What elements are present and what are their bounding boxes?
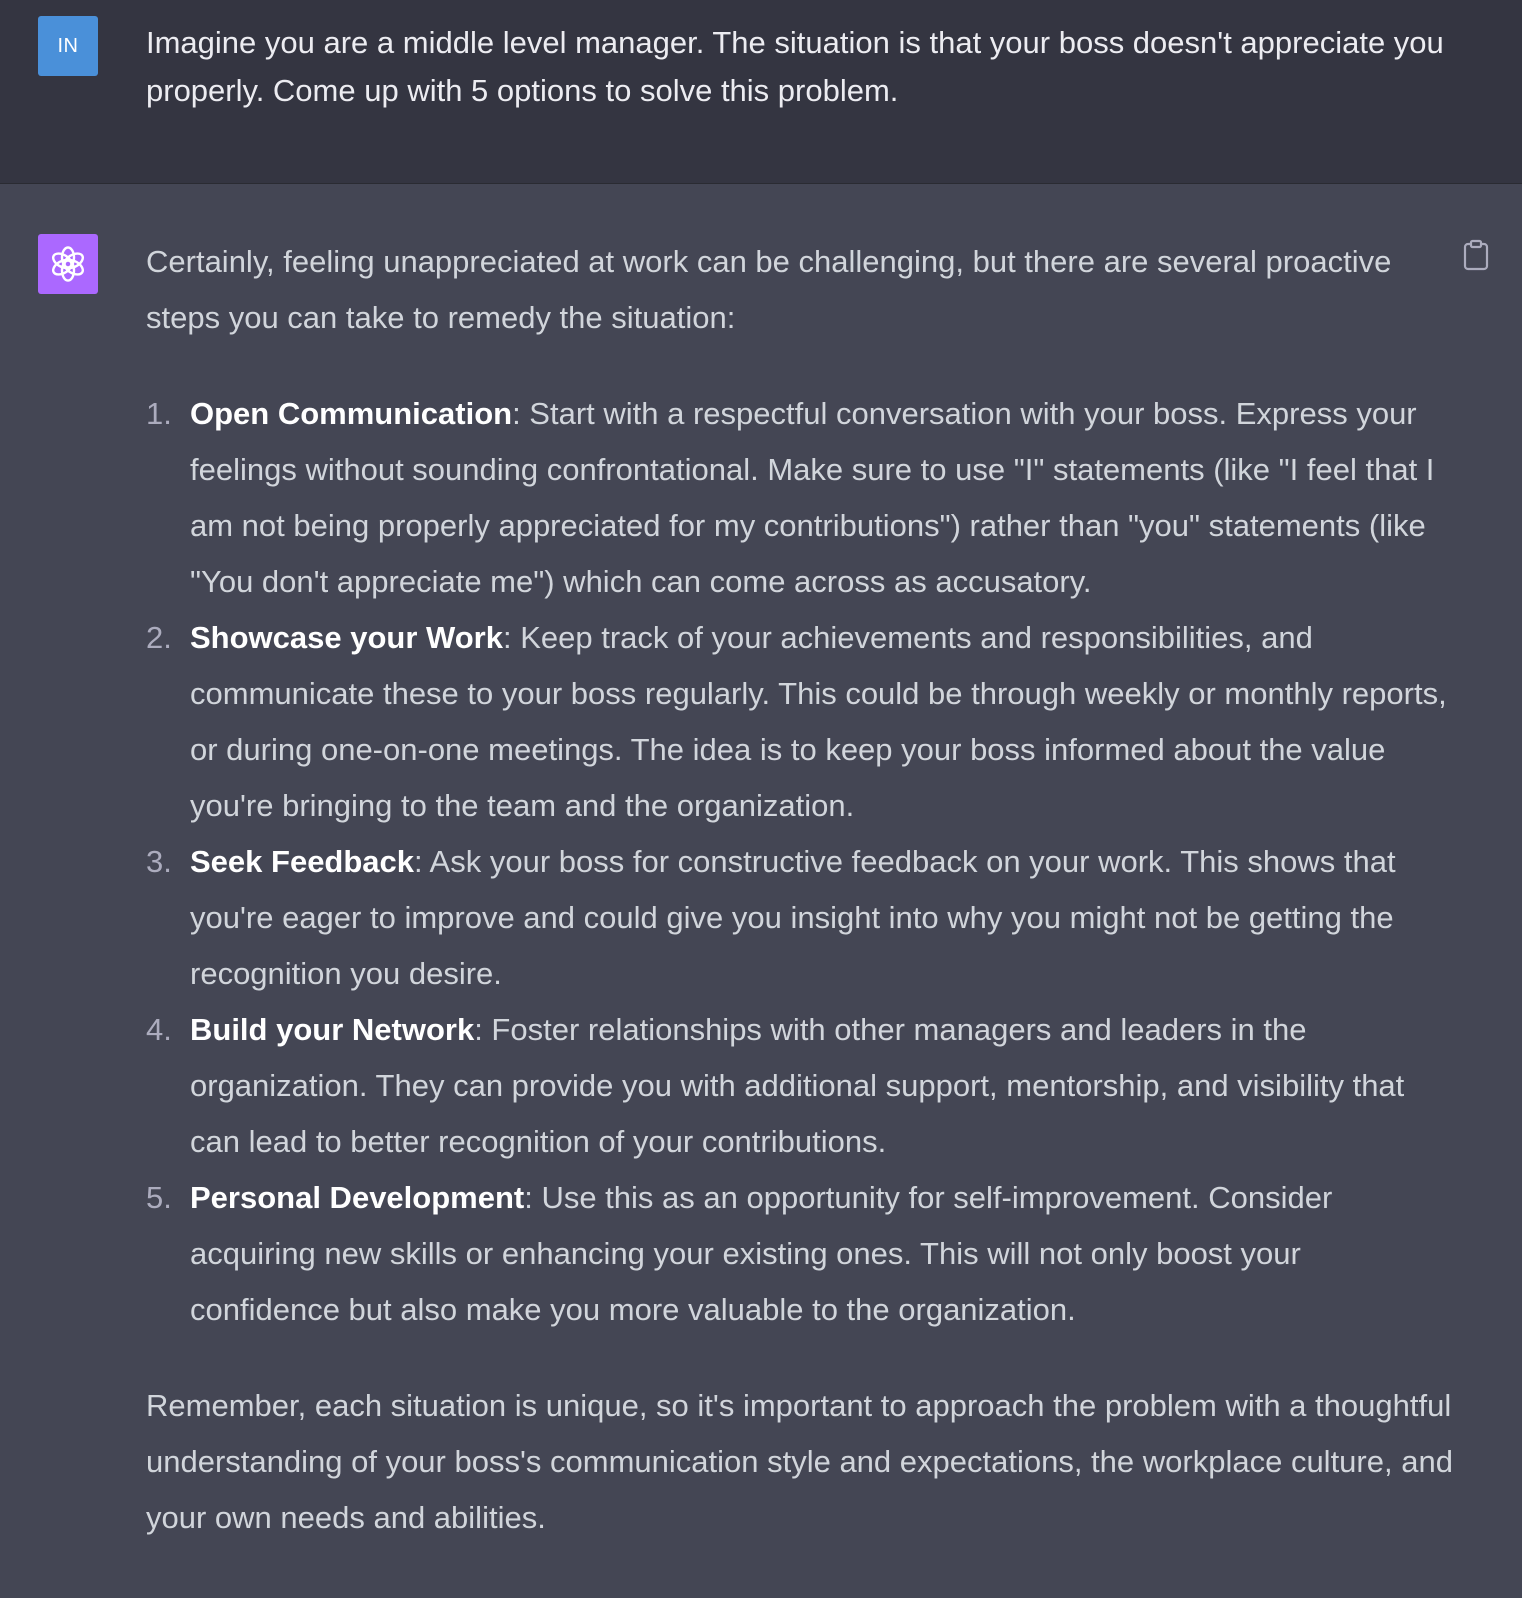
response-intro: Certainly, feeling unappreciated at work can be challenging, but there are several proactive steps you can take to remedy the situation:	[146, 244, 1392, 335]
item-number: 3.	[146, 844, 172, 879]
item-text: : Foster relationships with other managers and leaders in the organization. They can provide you with additional support, mentorship, and visibility that can lead to better recognition of your contributions.	[190, 1012, 1405, 1159]
openai-logo-icon	[48, 244, 88, 284]
item-number: 1.	[146, 396, 172, 431]
assistant-message	[0, 184, 1522, 1598]
assistant-response	[146, 234, 1456, 1546]
item-text: : Use this as an opportunity for self-improvement. Consider acquiring new skills or enhancing your existing ones. This will not only boost your confidence but also make you more valuable to the organization.	[190, 1180, 1333, 1327]
item-title: Open Communication	[190, 396, 513, 431]
item-number: 4.	[146, 1012, 172, 1047]
options-list	[146, 386, 1456, 1338]
item-number: 2.	[146, 620, 172, 655]
copy-button[interactable]	[1460, 238, 1492, 272]
list-item	[146, 610, 1456, 834]
user-avatar: IN	[38, 16, 98, 76]
list-item	[146, 1002, 1456, 1170]
item-text: : Keep track of your achievements and responsibilities, and communicate these to your boss regularly. This could be through weekly or monthly reports, or during one-on-one meetings. The idea is to keep your boss informed about the value you're bringing to the team and the organization.	[190, 620, 1447, 823]
item-title: Showcase your Work	[190, 620, 503, 655]
assistant-avatar	[38, 234, 98, 294]
list-item	[146, 834, 1456, 1002]
user-message-text: Imagine you are a middle level manager. The situation is that your boss doesn't appreciate you properly. Come up with 5 options to solve this problem.	[146, 25, 1444, 108]
list-item	[146, 386, 1456, 610]
item-number: 5.	[146, 1180, 172, 1215]
clipboard-icon	[1462, 239, 1490, 271]
item-text: : Start with a respectful conversation with your boss. Express your feelings without sounding confrontational. Make sure to use "I" statements (like "I feel that I am not being properly appreciated for my contributions") rather than "you" statements (like "You don't appreciate me") which can come across as accusatory.	[190, 396, 1435, 599]
user-message	[0, 0, 1522, 184]
response-outro: Remember, each situation is unique, so it's important to approach the problem with a thoughtful understanding of your boss's communication style and expectations, the workplace culture, and your own needs and abilities.	[146, 1388, 1453, 1535]
item-title: Personal Development	[190, 1180, 525, 1215]
item-title: Seek Feedback	[190, 844, 415, 879]
item-title: Build your Network	[190, 1012, 475, 1047]
list-item	[146, 1170, 1456, 1338]
item-text: : Ask your boss for constructive feedback on your work. This shows that you're eager to improve and could give you insight into why you might not be getting the recognition you desire.	[190, 844, 1396, 991]
